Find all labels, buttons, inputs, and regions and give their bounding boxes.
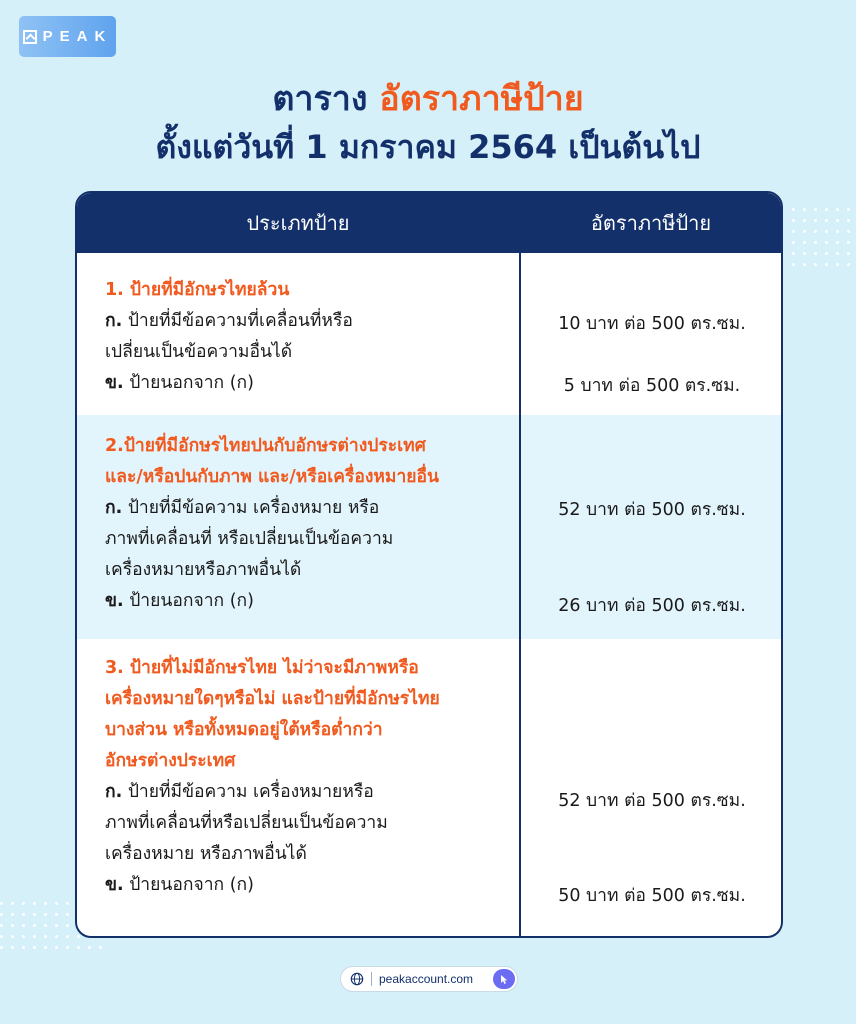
table-header — [77, 193, 781, 253]
decorative-dot — [44, 935, 47, 938]
website-link[interactable] — [340, 966, 518, 992]
decorative-dot — [22, 935, 25, 938]
decorative-dot — [792, 241, 795, 244]
rate-3a: 52 บาท ต่อ 500 ตร.ซม. — [558, 791, 746, 811]
peak-logo — [19, 16, 116, 57]
decorative-dot — [77, 935, 80, 938]
decorative-dot — [99, 946, 102, 949]
decorative-dot — [792, 230, 795, 233]
decorative-dot — [0, 902, 3, 905]
decorative-dot — [825, 241, 828, 244]
decorative-dot — [44, 924, 47, 927]
decorative-dot — [66, 946, 69, 949]
decorative-dot — [814, 263, 817, 266]
decorative-dot — [836, 230, 839, 233]
decorative-dot — [88, 946, 91, 949]
decorative-dot — [847, 230, 850, 233]
decorative-dot — [825, 208, 828, 211]
item-text-continued: เครื่องหมาย หรือภาพอื่นได้ — [105, 844, 307, 864]
decorative-dot — [22, 902, 25, 905]
decorative-dot — [803, 241, 806, 244]
section-2-heading-continued: และ/หรือปนกับภาพ และ/หรือเครื่องหมายอื่น — [105, 467, 440, 487]
section-3-cell — [105, 653, 517, 901]
section-3-heading-continued: เครื่องหมายใดๆหรือไม่ และป้ายที่มีอักษรไทย — [105, 689, 440, 709]
footer-separator — [371, 972, 372, 986]
item-text: ป้ายที่มีข้อความ เครื่องหมายหรือ — [127, 782, 374, 802]
section-3-heading-continued: อักษรต่างประเทศ — [105, 751, 236, 771]
decorative-dot — [836, 263, 839, 266]
decorative-dot — [0, 924, 3, 927]
section-2-item-b — [105, 586, 517, 617]
header-tax-rate: อัตราภาษีป้าย — [590, 211, 712, 235]
decorative-dot — [836, 252, 839, 255]
decorative-dot — [44, 913, 47, 916]
decorative-dot — [77, 946, 80, 949]
decorative-dot — [792, 252, 795, 255]
decorative-dot — [825, 263, 828, 266]
tax-rate-table — [75, 191, 783, 938]
decorative-dot — [0, 913, 3, 916]
section-3-item-a — [105, 777, 517, 808]
decorative-dots-top-right — [792, 208, 856, 278]
decorative-dot — [792, 263, 795, 266]
decorative-dot — [836, 208, 839, 211]
decorative-dot — [825, 252, 828, 255]
section-3-item-b — [105, 870, 517, 901]
section-2-cell — [105, 431, 517, 617]
decorative-dot — [814, 219, 817, 222]
rate-2a: 52 บาท ต่อ 500 ตร.ซม. — [558, 500, 746, 520]
decorative-dot — [803, 263, 806, 266]
decorative-dot — [0, 946, 3, 949]
logo-text: PEAK — [42, 28, 113, 45]
decorative-dot — [792, 208, 795, 211]
decorative-dot — [803, 252, 806, 255]
decorative-dot — [814, 208, 817, 211]
item-marker: ก. — [105, 782, 123, 802]
decorative-dot — [11, 946, 14, 949]
decorative-dot — [814, 230, 817, 233]
item-text-continued: ภาพที่เคลื่อนที่ หรือเปลี่ยนเป็นข้อความ — [105, 529, 394, 549]
item-text: ป้ายที่มีข้อความ เครื่องหมาย หรือ — [127, 498, 380, 518]
decorative-dot — [803, 219, 806, 222]
header-sign-type: ประเภทป้าย — [246, 211, 350, 235]
section-1-cell — [105, 275, 515, 399]
decorative-dot — [33, 913, 36, 916]
section-2-heading: 2.ป้ายที่มีอักษรไทยปนกับอักษรต่างประเทศ — [105, 436, 426, 456]
section-1-heading: 1. ป้ายที่มีอักษรไทยล้วน — [105, 280, 290, 300]
decorative-dot — [847, 263, 850, 266]
cursor-click-icon[interactable] — [493, 969, 515, 989]
decorative-dot — [825, 219, 828, 222]
rate-2b: 26 บาท ต่อ 500 ตร.ซม. — [558, 596, 746, 616]
decorative-dot — [22, 913, 25, 916]
item-text: ป้ายนอกจาก (ก) — [129, 591, 254, 611]
title-prefix: ตาราง — [272, 79, 368, 119]
decorative-dot — [803, 208, 806, 211]
section-2-item-a — [105, 493, 517, 524]
decorative-dot — [847, 252, 850, 255]
decorative-dot — [66, 913, 69, 916]
column-divider — [519, 193, 521, 936]
decorative-dot — [847, 219, 850, 222]
item-text-continued: เปลี่ยนเป็นข้อความอื่นได้ — [105, 342, 293, 362]
item-text-continued: เครื่องหมายหรือภาพอื่นได้ — [105, 560, 302, 580]
decorative-dot — [44, 902, 47, 905]
decorative-dot — [792, 219, 795, 222]
decorative-dot — [22, 946, 25, 949]
decorative-dot — [33, 924, 36, 927]
decorative-dot — [11, 924, 14, 927]
decorative-dot — [55, 924, 58, 927]
section-1-item-b — [105, 368, 515, 399]
globe-icon — [350, 972, 364, 986]
decorative-dot — [66, 902, 69, 905]
page-title — [0, 76, 856, 122]
page-subtitle: ตั้งแต่วันที่ 1 มกราคม 2564 เป็นต้นไป — [155, 128, 701, 166]
decorative-dot — [33, 935, 36, 938]
decorative-dot — [55, 946, 58, 949]
decorative-dot — [66, 924, 69, 927]
decorative-dot — [836, 219, 839, 222]
decorative-dot — [44, 946, 47, 949]
decorative-dot — [814, 252, 817, 255]
decorative-dot — [55, 902, 58, 905]
decorative-dot — [825, 230, 828, 233]
rate-1a: 10 บาท ต่อ 500 ตร.ซม. — [558, 314, 746, 334]
decorative-dot — [11, 913, 14, 916]
title-highlight: อัตราภาษีป้าย — [379, 79, 584, 119]
decorative-dot — [55, 913, 58, 916]
item-text: ป้ายที่มีข้อความที่เคลื่อนที่หรือ — [127, 311, 353, 331]
decorative-dot — [11, 935, 14, 938]
rate-3b: 50 บาท ต่อ 500 ตร.ซม. — [558, 886, 746, 906]
decorative-dot — [11, 902, 14, 905]
section-3-heading: 3. ป้ายที่ไม่มีอักษรไทย ไม่ว่าจะมีภาพหรือ — [105, 658, 419, 678]
rate-1b: 5 บาท ต่อ 500 ตร.ซม. — [563, 376, 741, 396]
decorative-dot — [847, 241, 850, 244]
website-url[interactable]: peakaccount.com — [379, 972, 474, 986]
item-marker: ก. — [105, 498, 123, 518]
section-1-item-a — [105, 306, 515, 337]
decorative-dot — [836, 241, 839, 244]
decorative-dot — [55, 935, 58, 938]
item-marker: ข. — [105, 591, 124, 611]
item-text: ป้ายนอกจาก (ก) — [129, 373, 254, 393]
decorative-dot — [803, 230, 806, 233]
decorative-dot — [22, 924, 25, 927]
decorative-dot — [33, 946, 36, 949]
decorative-dot — [847, 208, 850, 211]
item-marker: ข. — [105, 373, 124, 393]
item-marker: ก. — [105, 311, 123, 331]
peak-logo-icon — [23, 30, 37, 44]
decorative-dot — [814, 241, 817, 244]
decorative-dot — [66, 935, 69, 938]
decorative-dot — [33, 902, 36, 905]
section-3-heading-continued: บางส่วน หรือทั้งหมดอยู่ใต้หรือต่ำกว่า — [105, 720, 383, 740]
decorative-dot — [0, 935, 3, 938]
item-text: ป้ายนอกจาก (ก) — [129, 875, 254, 895]
item-marker: ข. — [105, 875, 124, 895]
item-text-continued: ภาพที่เคลื่อนที่หรือเปลี่ยนเป็นข้อความ — [105, 813, 388, 833]
